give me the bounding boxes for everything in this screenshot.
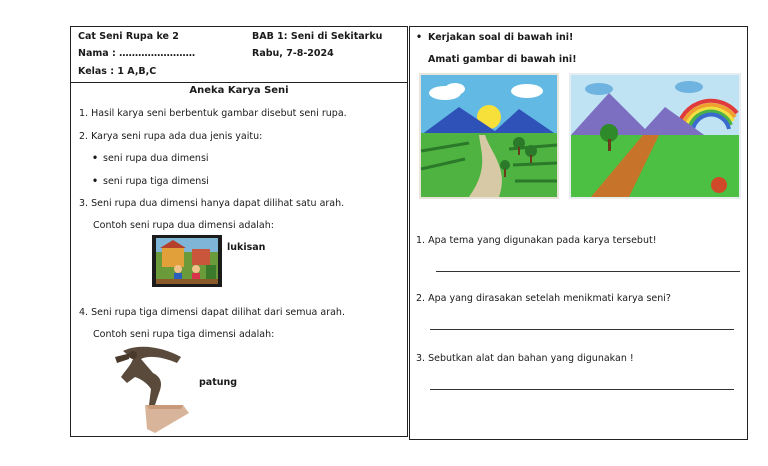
section-title: Aneka Karya Seni bbox=[189, 85, 289, 96]
name-label: Nama : …………………… bbox=[78, 48, 196, 59]
answer-line-2[interactable] bbox=[430, 329, 734, 330]
statue-image bbox=[103, 343, 191, 433]
question-2: 2. Apa yang dirasakan setelah menikmati karya seni? bbox=[416, 293, 671, 304]
date-label: Rabu, 7-8-2024 bbox=[252, 48, 334, 59]
item-2: 2. Karya seni rupa ada dua jenis yaitu: bbox=[79, 131, 263, 142]
item-1: 1. Hasil karya seni berbentuk gambar disebut seni rupa. bbox=[79, 108, 347, 119]
question-3: 3. Sebutkan alat dan bahan yang digunakan ! bbox=[416, 353, 634, 364]
question-1: 1. Apa tema yang digunakan pada karya tersebut! bbox=[416, 235, 657, 246]
instruction-main: Kerjakan soal di bawah ini! bbox=[428, 32, 574, 43]
worksheet bbox=[70, 26, 748, 440]
answer-line-1[interactable] bbox=[436, 271, 740, 272]
bullet-dot: • bbox=[416, 32, 423, 43]
instruction-observe: Amati gambar di bawah ini! bbox=[428, 54, 577, 65]
header-divider bbox=[71, 82, 407, 83]
item-3: 3. Seni rupa dua dimensi hanya dapat dilihat satu arah. bbox=[79, 198, 345, 209]
caption-painting: lukisan bbox=[227, 242, 266, 253]
class-label: Kelas : 1 A,B,C bbox=[78, 66, 157, 77]
example-3d-text: Contoh seni rupa tiga dimensi adalah: bbox=[93, 329, 275, 340]
drawing-rainbow-road bbox=[569, 73, 741, 199]
bullet-2d: • seni rupa dua dimensi bbox=[103, 153, 209, 164]
caption-statue: patung bbox=[199, 377, 238, 388]
bullet-3d: • seni rupa tiga dimensi bbox=[103, 176, 209, 187]
left-panel bbox=[70, 26, 408, 437]
chapter-label: BAB 1: Seni di Sekitarku bbox=[252, 31, 383, 42]
answer-line-3[interactable] bbox=[430, 389, 734, 390]
drawing-mountain-path bbox=[419, 73, 559, 199]
right-panel bbox=[409, 26, 748, 440]
subject-label: Cat Seni Rupa ke 2 bbox=[78, 31, 179, 42]
painting-image bbox=[152, 235, 222, 287]
example-2d-text: Contoh seni rupa dua dimensi adalah: bbox=[93, 220, 274, 231]
item-4: 4. Seni rupa tiga dimensi dapat dilihat dari semua arah. bbox=[79, 307, 345, 318]
